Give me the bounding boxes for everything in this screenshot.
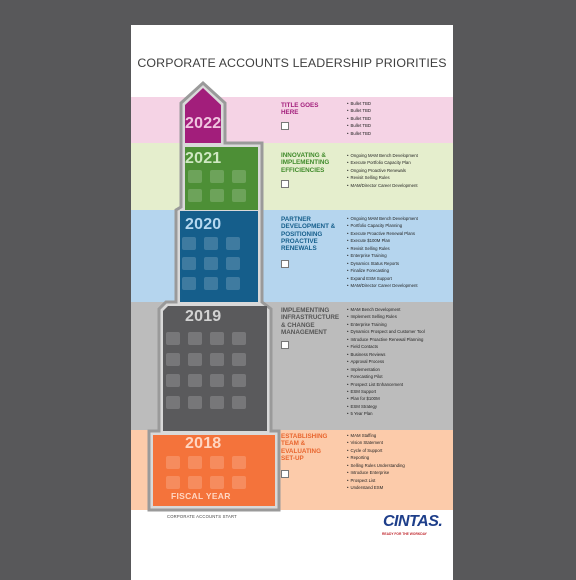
tower-window [232,476,246,489]
tower-window [188,332,202,345]
bullet-item: • Understand ESM [347,484,405,491]
tower-window [210,456,224,469]
tower-window [232,353,246,366]
tower-window [204,277,218,290]
bullet-item: • Finalize Forecasting [347,267,418,274]
tower-window [166,332,180,345]
bullet-item: • Cycle of Support [347,447,405,454]
cintas-logo: CINTAS. [383,513,443,530]
tower-window [210,170,224,183]
bullet-item: • Dynamics Prospect and Customer Tool [347,328,425,335]
bullet-item: • 5 Year Plan [347,410,425,417]
bullet-item: • Execute Proactive Renewal Plans [347,230,418,237]
tower-window [166,456,180,469]
bullet-item: • Enterprise Training [347,252,418,259]
checkbox-2019[interactable] [281,341,289,349]
heading-2018: ESTABLISHING TEAM & EVALUATING SET-UP [281,433,328,462]
bullet-item: • MAM/Director Career Development [347,182,418,189]
bullet-list-2021 [347,152,418,189]
bullet-item: • Bullet TBD [347,130,371,137]
tower-window [232,374,246,387]
bullet-item: • Plan for $100M [347,395,425,402]
tower-window [210,332,224,345]
heading-2019: IMPLEMENTING INFRASTRUCTURE & CHANGE MANAGEMENT [281,307,340,336]
bullet-item: • Bullet TBD [347,122,371,129]
bullet-list-2019 [347,306,425,418]
tower-window [226,277,240,290]
heading-2022: TITLE GOES HERE [281,102,319,117]
year-label-2022: 2022 [185,115,222,132]
bullet-item: • Expand ESM Support [347,275,418,282]
bullet-item: • Bullet TBD [347,107,371,114]
bullet-item: • Introduce Enterprise [347,469,405,476]
bullet-item: • Ongoing MAM Bench Development [347,215,418,222]
bullet-item: • Implement Selling Rules [347,313,425,320]
tower-window [188,456,202,469]
bullet-item: • Field Contacts [347,343,425,350]
checkbox-2018[interactable] [281,470,289,478]
checkbox-2020[interactable] [281,260,289,268]
priorities-poster [131,25,453,580]
bullet-list-2022 [347,100,371,137]
bullet-item: • Prospect List Enhancement [347,381,425,388]
tower-window [232,396,246,409]
tower-window [166,374,180,387]
bullet-item: • ESM Strategy [347,403,425,410]
tower-window [210,476,224,489]
tower-window [188,396,202,409]
tower-window [226,237,240,250]
tower-window [188,189,202,202]
tower-window [188,170,202,183]
fiscal-year-label: FISCAL YEAR [171,491,231,501]
bullet-item: • Ongoing MAM Bench Development [347,152,418,159]
bullet-item: • Enterprise Training [347,321,425,328]
bullet-item: • Ongoing Proactive Renewals [347,167,418,174]
logo-tagline: READY FOR THE WORKDAY [382,532,427,536]
year-label-2020: 2020 [185,216,222,233]
year-label-2018: 2018 [185,435,222,452]
bullet-item: • Execute $100M Plan [347,237,418,244]
bullet-item: • Bullet TBD [347,115,371,122]
corporate-accounts-start: CORPORATE ACCOUNTS START [167,514,237,519]
tower-window [188,353,202,366]
tower-window [166,396,180,409]
checkbox-2022[interactable] [281,122,289,130]
tower-window [182,257,196,270]
bullet-item: • Business Reviews [347,351,425,358]
bullet-item: • Prospect List [347,477,405,484]
bullet-item: • ESM Support [347,388,425,395]
bullet-item: • Bullet TBD [347,100,371,107]
bullet-item: • Portfolio Capacity Planning [347,222,418,229]
bullet-item: • Execute Portfolio Capacity Plan [347,159,418,166]
bullet-item: • Implementation [347,366,425,373]
bullet-list-2020 [347,215,418,290]
tower-window [204,237,218,250]
bullet-item: • Forecasting Pilot [347,373,425,380]
tower-window [210,374,224,387]
tower-window [232,332,246,345]
bullet-list-2018 [347,432,405,492]
tower-window [188,374,202,387]
page-title: CORPORATE ACCOUNTS LEADERSHIP PRIORITIES [137,56,447,70]
bullet-item: • MAM Bench Development [347,306,425,313]
tower-window [232,189,246,202]
tower-window [210,353,224,366]
tower-window [166,353,180,366]
tower-window [232,456,246,469]
bullet-item: • Revisit Selling Rules [347,174,418,181]
tower-window [210,189,224,202]
heading-2021: INNOVATING & IMPLEMENTING EFFICIENCIES [281,152,330,174]
tower-window [166,476,180,489]
year-label-2021: 2021 [185,150,222,167]
bullet-item: • MAM/Director Career Development [347,282,418,289]
bullet-item: • MAM Staffing [347,432,405,439]
bullet-item: • Approval Process [347,358,425,365]
tower-window [226,257,240,270]
bullet-item: • Reporting [347,454,405,461]
bullet-item: • Vision Statement [347,439,405,446]
bullet-item: • Introduce Proactive Renewal Planning [347,336,425,343]
tower-window [188,476,202,489]
bullet-item: • Dynamics Status Reports [347,260,418,267]
year-label-2019: 2019 [185,308,222,325]
tower-window [204,257,218,270]
bullet-item: • Revisit Selling Rules [347,245,418,252]
heading-2020: PARTNER DEVELOPMENT & POSITIONING PROACTIVE RENEWALS [281,216,336,253]
tower-window [232,170,246,183]
tower-window [182,237,196,250]
tower-window [182,277,196,290]
checkbox-2021[interactable] [281,180,289,188]
tower-window [210,396,224,409]
bullet-item: • Selling Rules Understanding [347,462,405,469]
